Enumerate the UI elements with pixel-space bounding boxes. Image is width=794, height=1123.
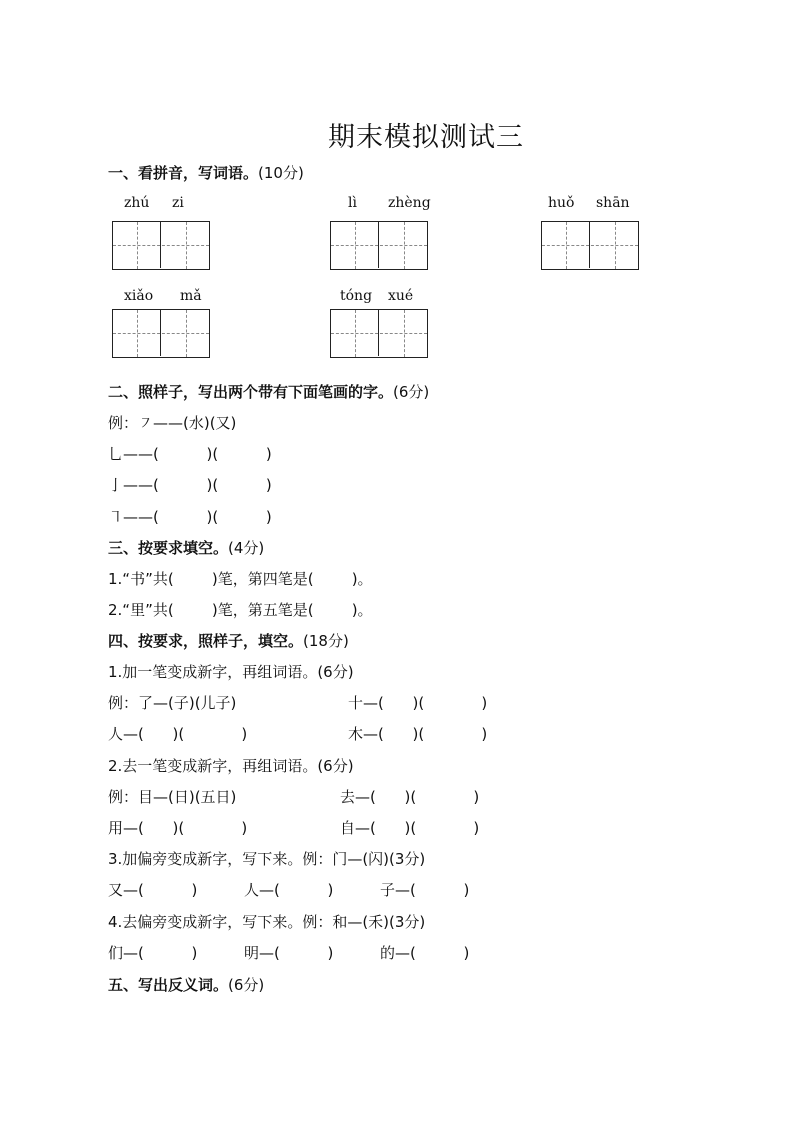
section4-sub4-item-3[interactable]: 的—( ) [380, 944, 470, 962]
section2-line-1[interactable]: 乚——( )( ) [108, 445, 272, 463]
pinyin-5a: tóng [340, 288, 373, 304]
section4-sub1-title: 1.加一笔变成新字，再组词语。(6分) [108, 663, 354, 681]
section4-sub3-item-1[interactable]: 又—( ) [108, 881, 198, 899]
section4-sub1-item-1[interactable]: 十—( )( ) [348, 694, 488, 712]
section4-sub2-example: 例：目—(日)(五日) [108, 788, 237, 806]
pinyin-3b: shān [596, 195, 630, 211]
section5-points: (6分) [228, 976, 265, 994]
section3-heading [108, 537, 264, 558]
section5-heading [108, 974, 264, 995]
section2-heading [108, 381, 429, 402]
pinyin-1b: zi [172, 195, 184, 211]
writing-grid-3[interactable] [541, 221, 639, 270]
page-title: 期末模拟测试三 [328, 122, 524, 153]
section2-line-2[interactable]: 亅——( )( ) [108, 476, 272, 494]
section2-points: (6分) [393, 383, 430, 401]
section3-line-2[interactable]: 2.“里”共( )笔，第五笔是( )。 [108, 601, 373, 619]
section4-sub3-item-3[interactable]: 子—( ) [380, 881, 470, 899]
section2-line-3[interactable]: ㇕——( )( ) [108, 508, 272, 526]
section3-heading-text: 三、按要求填空。 [108, 539, 229, 557]
section4-sub4-title: 4.去偏旁变成新字，写下来。例：和—(禾)(3分) [108, 913, 426, 931]
pinyin-4b: mǎ [180, 288, 202, 304]
section1-points: (10分) [258, 164, 304, 182]
section5-heading-text: 五、写出反义词。 [108, 976, 229, 994]
section2-example: 例：㇇——(水)(又) [108, 414, 237, 432]
section3-points: (4分) [228, 539, 265, 557]
section4-sub2-title: 2.去一笔变成新字，再组词语。(6分) [108, 757, 354, 775]
writing-grid-5[interactable] [330, 309, 428, 358]
section4-points: (18分) [303, 632, 349, 650]
section4-sub1-item-3[interactable]: 木—( )( ) [348, 725, 488, 743]
section4-sub4-item-2[interactable]: 明—( ) [244, 944, 334, 962]
section4-sub2-item-2[interactable]: 用—( )( ) [108, 819, 248, 837]
section4-sub1-item-2[interactable]: 人—( )( ) [108, 725, 248, 743]
writing-grid-4[interactable] [112, 309, 210, 358]
section4-sub4-item-1[interactable]: 们—( ) [108, 944, 198, 962]
section1-heading-text: 一、看拼音，写词语。 [108, 164, 259, 182]
section2-heading-text: 二、照样子，写出两个带有下面笔画的字。 [108, 383, 394, 401]
section4-heading-text: 四、按要求，照样子，填空。 [108, 632, 304, 650]
pinyin-4a: xiǎo [124, 288, 154, 304]
pinyin-3a: huǒ [548, 195, 575, 211]
section3-line-1[interactable]: 1.“书”共( )笔，第四笔是( )。 [108, 570, 373, 588]
writing-grid-2[interactable] [330, 221, 428, 270]
section4-sub2-item-1[interactable]: 去—( )( ) [340, 788, 480, 806]
section1-heading [108, 162, 304, 183]
section4-sub3-item-2[interactable]: 人—( ) [244, 881, 334, 899]
section4-sub3-title: 3.加偏旁变成新字，写下来。例：门—(闪)(3分) [108, 850, 426, 868]
pinyin-1a: zhú [124, 195, 150, 211]
pinyin-5b: xué [388, 288, 414, 304]
section4-sub2-item-3[interactable]: 自—( )( ) [340, 819, 480, 837]
pinyin-2b: zhèng [388, 195, 431, 211]
section4-heading [108, 630, 349, 651]
section4-sub1-example: 例：了—(子)(儿子) [108, 694, 237, 712]
pinyin-2a: lì [348, 195, 357, 211]
writing-grid-1[interactable] [112, 221, 210, 270]
